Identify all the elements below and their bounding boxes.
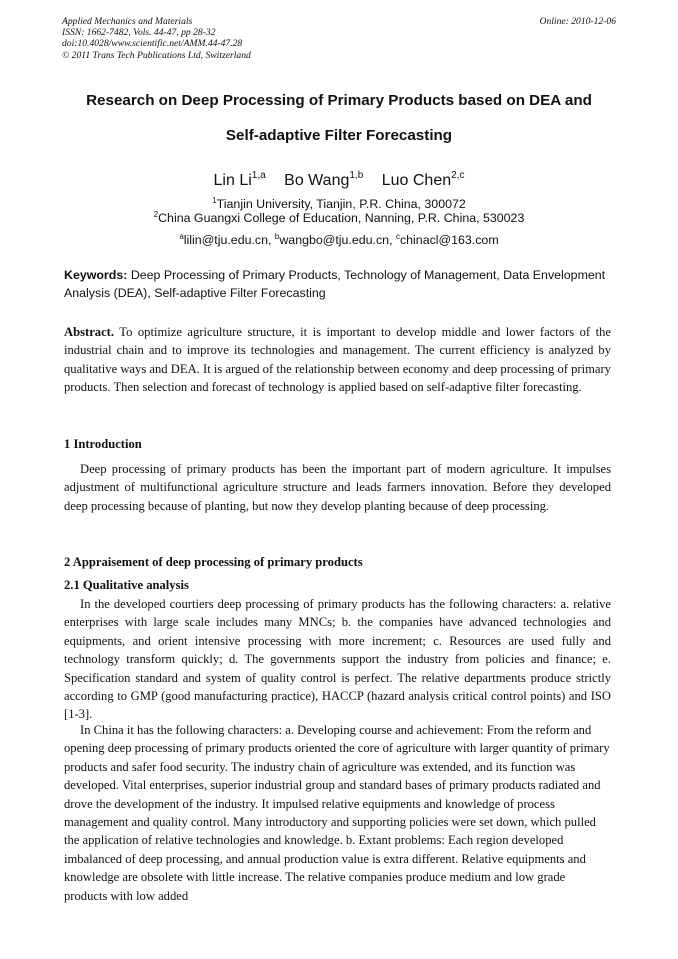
author (382, 172, 465, 189)
abstract (64, 323, 611, 397)
section-heading: 2 Appraisement of deep processing of primary products (64, 555, 363, 569)
paragraph: Deep processing of primary products has been the important part of modern agriculture. It impulses adjustment of multifunctional agriculture structure and leads farmers innovation. Before they developed deep processing because of planting, but now they develop planting because of deep processing. (64, 462, 611, 513)
subsection-heading: 2.1 Qualitative analysis (64, 578, 189, 592)
email-list (0, 232, 678, 247)
author (284, 172, 363, 189)
paper-title-line2: Self-adaptive Filter Forecasting (225, 127, 453, 144)
author-sup: 1,b (349, 170, 364, 181)
email-link[interactable]: lilin@tju.edu.cn, (183, 233, 272, 247)
author-list (0, 170, 678, 190)
affiliation-sup: 2 (153, 210, 159, 219)
section-heading: 1 Introduction (64, 437, 142, 451)
author (214, 172, 266, 189)
section-body (64, 595, 611, 724)
affiliation (0, 210, 678, 225)
affiliation (0, 196, 678, 211)
email-sup: c (395, 232, 400, 241)
doi-line: doi:10.4028/www.scientific.net/AMM.44-47.28 (62, 38, 243, 50)
journal-name: Applied Mechanics and Materials (62, 16, 193, 27)
copyright-line: © 2011 Trans Tech Publications Ltd, Switzerland (62, 49, 251, 61)
section-body (64, 721, 611, 905)
issn-line: ISSN: 1662-7482, Vols. 44-47, pp 28-32 (62, 27, 216, 39)
author-name: Luo Chen (381, 172, 452, 189)
keywords-text: Deep Processing of Primary Products, Technology of Management, Data Envelopment Analysis (DEA), Self-adaptive Filter Forecasting (64, 268, 606, 300)
affiliation-text: China Guangxi College of Education, Nanning, P.R. China, 530023 (158, 211, 525, 225)
email-sup: a (179, 232, 184, 241)
paragraph: In the developed courtiers deep processing of primary products has the following characters: a. relative enterprises with large scale includes many MNCs; b. the companies have advanced technologies and equipments, and orient intensive processing with more increment; c. Resources are used fully and technology transform quickly; d. The governments support the industry from policies and finance; e. Specification standard and system of quality control is perfect. The relative departments produce strictly according to GMP (good manufacturing practice), HACCP (hazard analysis critical control points) and ISO [1-3]. (64, 597, 611, 722)
abstract-text: To optimize agriculture structure, it is important to develop middle and lower factors of the industrial chain and to improve its technologies and management. The current efficiency is analyzed by qualitative ways and DEA. It is argued of the relationship between economy and deep processing of primary products. Then selection and forecast of technology is applied based on self-adaptive filter forecasting. (64, 325, 611, 395)
email-link[interactable]: chinacl@163.com (399, 233, 499, 247)
paper-title-line1: Research on Deep Processing of Primary Products based on DEA and (86, 92, 592, 109)
section-body (64, 460, 611, 515)
author-sup: 2,c (451, 170, 465, 181)
paragraph: In China it has the following characters: a. Developing course and achievement: From the reform and opening deep processing of primary products oriented the core of agriculture with larger quantity of primary products and safer food security. The industry chain of agriculture was extended, and its function was developed. Vital enterprises, superior industrial group and standard bases of primary products radiated and drove the development of the industry. It impulsed relative equipments and knowledge of process management and quality control. Many introductory and supporting policies were set down, which pulled the application of relative technologies and knowledge. b. Extant problems: Each region developed imbalanced of deep processing, and annual production value is extra different. Relative equipments and knowledge are obsolete with little increase. The relative companies produce medium and low grade products with low added (64, 723, 610, 903)
abstract-label: Abstract. (64, 325, 115, 339)
online-date: Online: 2010-12-06 (539, 16, 616, 27)
author-name: Lin Li (213, 172, 252, 189)
keywords (64, 266, 612, 302)
email-sup: b (274, 232, 280, 241)
keywords-label: Keywords: (64, 268, 128, 282)
journal-header (62, 16, 616, 61)
author-name: Bo Wang (284, 172, 350, 189)
author-sup: 1,a (251, 170, 266, 181)
affiliation-text: Tianjin University, Tianjin, P.R. China, 300072 (216, 197, 466, 211)
affiliation-sup: 1 (212, 196, 217, 205)
email-link[interactable]: wangbo@tju.edu.cn, (279, 233, 393, 247)
